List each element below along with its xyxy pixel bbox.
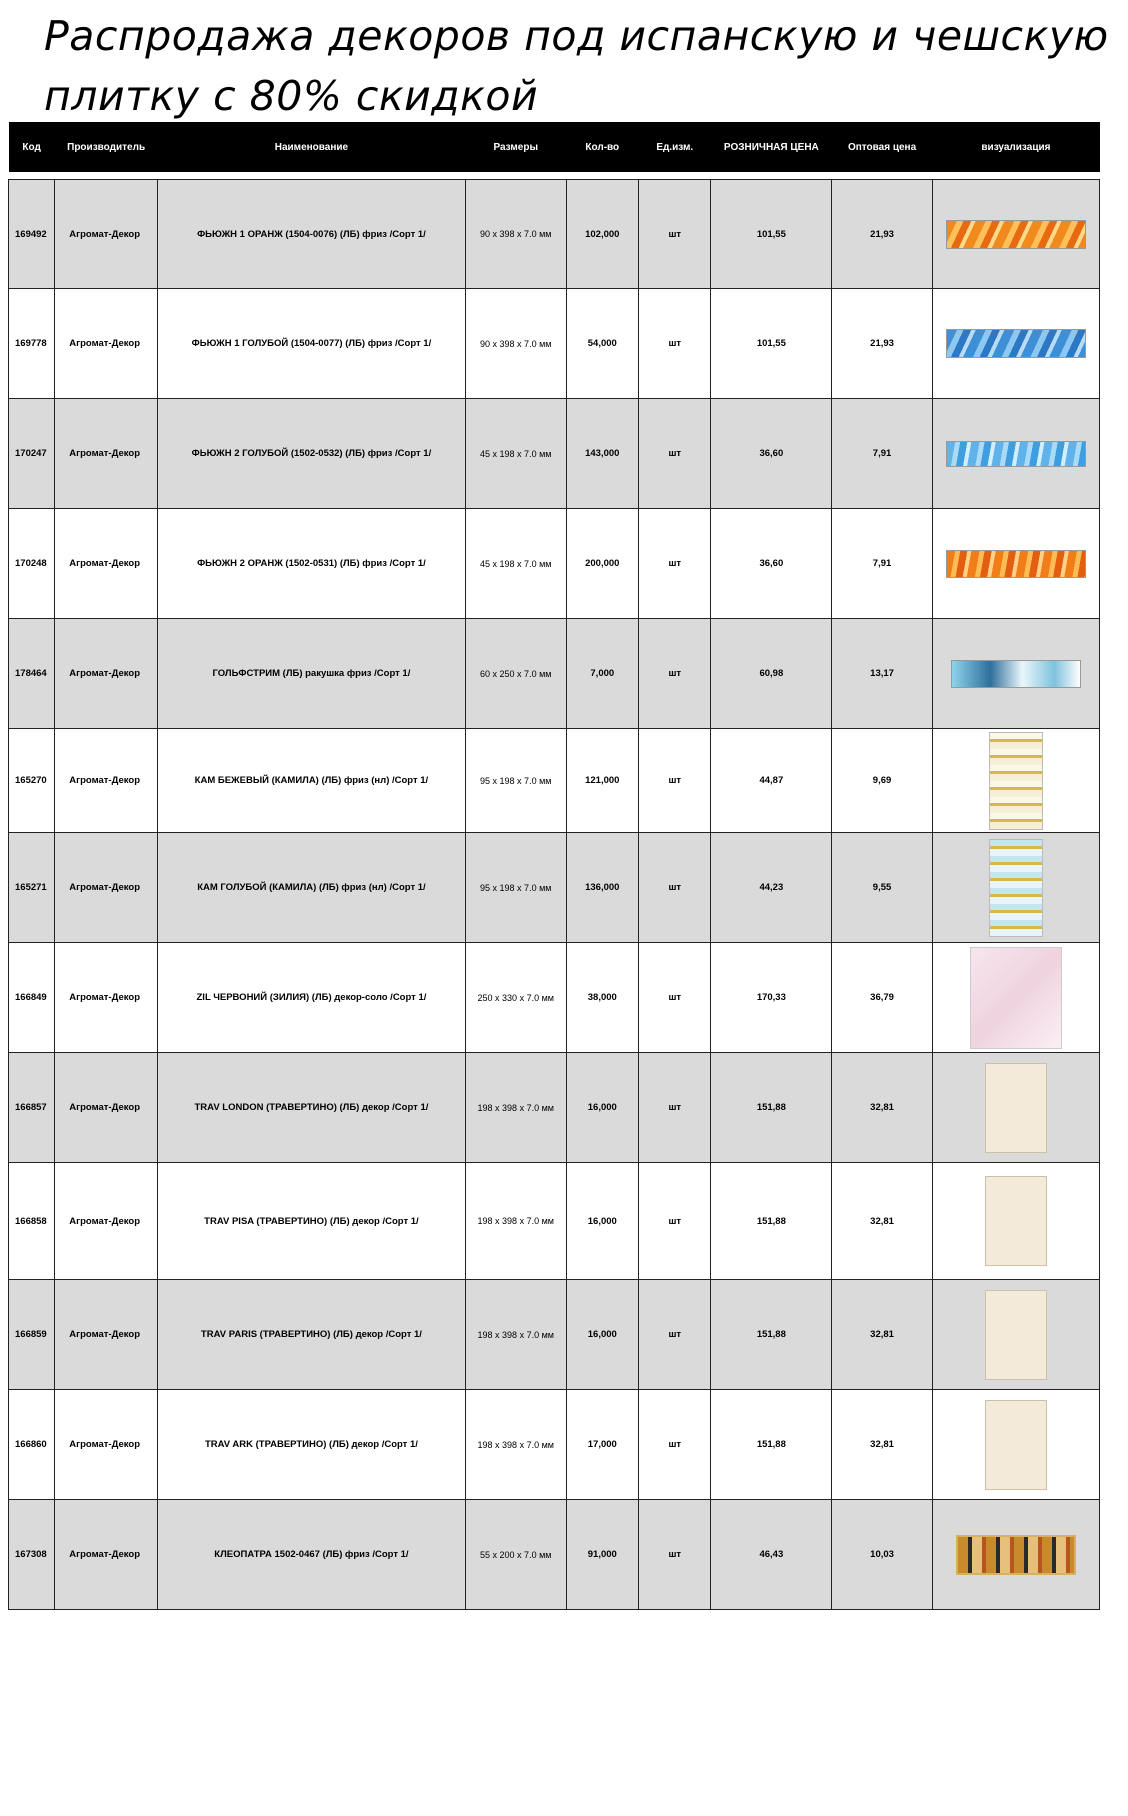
cell-code: 170248 — [9, 509, 55, 619]
cell-code: 165270 — [9, 729, 55, 833]
cell-visualization — [932, 509, 1099, 619]
cell-size: 198 x 398 x 7.0 мм — [465, 1280, 566, 1390]
header-name: Наименование — [157, 122, 465, 172]
cell-size: 60 x 250 x 7.0 мм — [465, 619, 566, 729]
header-unit: Ед.изм. — [639, 122, 711, 172]
table-row — [9, 180, 1100, 289]
cell-name: ФЬЮЖН 1 ОРАНЖ (1504-0076) (ЛБ) фриз /Сорт 1/ — [157, 180, 465, 289]
blue-ornament-thumbnail — [989, 839, 1043, 937]
cell-wholesale-price: 10,03 — [832, 1500, 933, 1610]
cell-maker: Агромат-Декор — [55, 1163, 158, 1280]
cell-retail-price: 101,55 — [711, 180, 832, 289]
cell-size: 45 x 198 x 7.0 мм — [465, 399, 566, 509]
cell-qty: 91,000 — [566, 1500, 638, 1610]
cell-name: TRAV ARK (ТРАВЕРТИНО) (ЛБ) декор /Сорт 1/ — [157, 1390, 465, 1500]
cell-retail-price: 151,88 — [711, 1280, 832, 1390]
cell-size: 198 x 398 x 7.0 мм — [465, 1390, 566, 1500]
cell-qty: 200,000 — [566, 509, 638, 619]
beige-ornament-thumbnail — [989, 732, 1043, 830]
cell-visualization — [932, 619, 1099, 729]
cell-qty: 102,000 — [566, 180, 638, 289]
cell-size: 95 x 198 x 7.0 мм — [465, 729, 566, 833]
cell-code: 167308 — [9, 1500, 55, 1610]
cell-maker: Агромат-Декор — [55, 619, 158, 729]
cell-code: 178464 — [9, 619, 55, 729]
table-row — [9, 619, 1100, 729]
cell-qty: 16,000 — [566, 1163, 638, 1280]
page-title — [44, 6, 1124, 126]
cell-retail-price: 151,88 — [711, 1163, 832, 1280]
cell-name: КАМ ГОЛУБОЙ (КАМИЛА) (ЛБ) фриз (нл) /Сорт 1/ — [157, 833, 465, 943]
egyptian-frieze-thumbnail — [956, 1535, 1076, 1575]
cell-wholesale-price: 32,81 — [832, 1390, 933, 1500]
table-row — [9, 1280, 1100, 1390]
cell-code: 170247 — [9, 399, 55, 509]
cell-name: TRAV PARIS (ТРАВЕРТИНО) (ЛБ) декор /Сорт 1/ — [157, 1280, 465, 1390]
cell-code: 166858 — [9, 1163, 55, 1280]
cell-retail-price: 151,88 — [711, 1390, 832, 1500]
cell-visualization — [932, 943, 1099, 1053]
cell-wholesale-price: 21,93 — [832, 289, 933, 399]
cell-visualization — [932, 1500, 1099, 1610]
cell-wholesale-price: 32,81 — [832, 1163, 933, 1280]
header-size: Размеры — [465, 122, 566, 172]
cell-retail-price: 151,88 — [711, 1053, 832, 1163]
cell-qty: 16,000 — [566, 1053, 638, 1163]
cell-retail-price: 44,87 — [711, 729, 832, 833]
cell-maker: Агромат-Декор — [55, 833, 158, 943]
cell-qty: 17,000 — [566, 1390, 638, 1500]
cell-maker: Агромат-Декор — [55, 729, 158, 833]
cell-qty: 54,000 — [566, 289, 638, 399]
cell-qty: 143,000 — [566, 399, 638, 509]
cell-unit: шт — [639, 1053, 711, 1163]
cell-maker: Агромат-Декор — [55, 943, 158, 1053]
cell-retail-price: 170,33 — [711, 943, 832, 1053]
cell-visualization — [932, 180, 1099, 289]
table-row — [9, 1390, 1100, 1500]
table-row — [9, 1053, 1100, 1163]
cell-unit: шт — [639, 180, 711, 289]
cell-code: 169778 — [9, 289, 55, 399]
cell-size: 198 x 398 x 7.0 мм — [465, 1053, 566, 1163]
cell-qty: 136,000 — [566, 833, 638, 943]
table-row — [9, 289, 1100, 399]
blue-frieze-thumbnail — [946, 441, 1086, 467]
cell-visualization — [932, 1390, 1099, 1500]
table-row — [9, 943, 1100, 1053]
travertino-pisa-thumbnail — [985, 1176, 1047, 1266]
cell-unit: шт — [639, 509, 711, 619]
cell-name: TRAV PISA (ТРАВЕРТИНО) (ЛБ) декор /Сорт 1/ — [157, 1163, 465, 1280]
cell-retail-price: 36,60 — [711, 509, 832, 619]
cell-visualization — [932, 289, 1099, 399]
cell-name: ФЬЮЖН 1 ГОЛУБОЙ (1504-0077) (ЛБ) фриз /Сорт 1/ — [157, 289, 465, 399]
cell-maker: Агромат-Декор — [55, 289, 158, 399]
cell-wholesale-price: 7,91 — [832, 399, 933, 509]
table-row — [9, 833, 1100, 943]
cell-unit: шт — [639, 833, 711, 943]
travertino-ark-thumbnail — [985, 1400, 1047, 1490]
cell-size: 45 x 198 x 7.0 мм — [465, 509, 566, 619]
cell-retail-price: 36,60 — [711, 399, 832, 509]
cell-wholesale-price: 9,69 — [832, 729, 933, 833]
table-row — [9, 399, 1100, 509]
cell-visualization — [932, 399, 1099, 509]
cell-qty: 16,000 — [566, 1280, 638, 1390]
cell-name: ZIL ЧЕРВОНИЙ (ЗИЛИЯ) (ЛБ) декор-соло /Сорт 1/ — [157, 943, 465, 1053]
cell-code: 166860 — [9, 1390, 55, 1500]
header-retail-price: РОЗНИЧНАЯ ЦЕНА — [711, 122, 832, 172]
cell-unit: шт — [639, 289, 711, 399]
table-row — [9, 1163, 1100, 1280]
cell-name: КЛЕОПАТРА 1502-0467 (ЛБ) фриз /Сорт 1/ — [157, 1500, 465, 1610]
cell-retail-price: 44,23 — [711, 833, 832, 943]
table-row — [9, 509, 1100, 619]
cell-wholesale-price: 21,93 — [832, 180, 933, 289]
cell-maker: Агромат-Декор — [55, 1500, 158, 1610]
cell-maker: Агромат-Декор — [55, 180, 158, 289]
cell-name: КАМ БЕЖЕВЫЙ (КАМИЛА) (ЛБ) фриз (нл) /Сорт 1/ — [157, 729, 465, 833]
cell-maker: Агромат-Декор — [55, 399, 158, 509]
cell-wholesale-price: 7,91 — [832, 509, 933, 619]
cell-wholesale-price: 32,81 — [832, 1053, 933, 1163]
cell-wholesale-price: 13,17 — [832, 619, 933, 729]
cell-maker: Агромат-Декор — [55, 1390, 158, 1500]
cell-code: 165271 — [9, 833, 55, 943]
travertino-paris-thumbnail — [985, 1290, 1047, 1380]
price-table — [8, 122, 1100, 1610]
title-line-1: Распродажа декоров под испанскую и чешскую — [44, 12, 1109, 60]
header-code: Код — [9, 122, 55, 172]
cell-unit: шт — [639, 943, 711, 1053]
seashell-frieze-thumbnail — [951, 660, 1081, 688]
header-maker: Производитель — [55, 122, 158, 172]
cell-wholesale-price: 9,55 — [832, 833, 933, 943]
cell-unit: шт — [639, 399, 711, 509]
cell-wholesale-price: 36,79 — [832, 943, 933, 1053]
travertino-london-thumbnail — [985, 1063, 1047, 1153]
orange-frieze-thumbnail — [946, 550, 1086, 578]
cell-maker: Агромат-Декор — [55, 509, 158, 619]
cell-retail-price: 46,43 — [711, 1500, 832, 1610]
cell-unit: шт — [639, 729, 711, 833]
header-gap — [9, 172, 1100, 180]
cell-code: 166859 — [9, 1280, 55, 1390]
cell-size: 95 x 198 x 7.0 мм — [465, 833, 566, 943]
header-qty: Кол-во — [566, 122, 638, 172]
header-wholesale-price: Оптовая цена — [832, 122, 933, 172]
cell-size: 90 x 398 x 7.0 мм — [465, 180, 566, 289]
orange-frieze-thumbnail — [946, 220, 1086, 249]
cell-visualization — [932, 1053, 1099, 1163]
cell-size: 250 x 330 x 7.0 мм — [465, 943, 566, 1053]
cell-size: 55 x 200 x 7.0 мм — [465, 1500, 566, 1610]
cell-unit: шт — [639, 619, 711, 729]
cell-code: 169492 — [9, 180, 55, 289]
cell-name: ФЬЮЖН 2 ОРАНЖ (1502-0531) (ЛБ) фриз /Сорт 1/ — [157, 509, 465, 619]
cell-qty: 121,000 — [566, 729, 638, 833]
cell-unit: шт — [639, 1500, 711, 1610]
cell-name: ГОЛЬФСТРИМ (ЛБ) ракушка фриз /Сорт 1/ — [157, 619, 465, 729]
title-line-2: плитку с 80% скидкой — [44, 72, 539, 120]
table-row — [9, 1500, 1100, 1610]
cell-visualization — [932, 729, 1099, 833]
cell-retail-price: 60,98 — [711, 619, 832, 729]
cell-visualization — [932, 833, 1099, 943]
cell-retail-price: 101,55 — [711, 289, 832, 399]
cell-qty: 7,000 — [566, 619, 638, 729]
cell-code: 166857 — [9, 1053, 55, 1163]
cell-unit: шт — [639, 1163, 711, 1280]
table-row — [9, 729, 1100, 833]
cell-maker: Агромат-Декор — [55, 1053, 158, 1163]
cell-unit: шт — [639, 1280, 711, 1390]
cell-name: TRAV LONDON (ТРАВЕРТИНО) (ЛБ) декор /Сорт 1/ — [157, 1053, 465, 1163]
pink-decor-thumbnail — [970, 947, 1062, 1049]
cell-unit: шт — [639, 1390, 711, 1500]
cell-visualization — [932, 1163, 1099, 1280]
cell-maker: Агромат-Декор — [55, 1280, 158, 1390]
table-header-row — [9, 122, 1100, 172]
cell-size: 90 x 398 x 7.0 мм — [465, 289, 566, 399]
cell-size: 198 x 398 x 7.0 мм — [465, 1163, 566, 1280]
blue-frieze-thumbnail — [946, 329, 1086, 358]
cell-qty: 38,000 — [566, 943, 638, 1053]
cell-name: ФЬЮЖН 2 ГОЛУБОЙ (1502-0532) (ЛБ) фриз /Сорт 1/ — [157, 399, 465, 509]
cell-code: 166849 — [9, 943, 55, 1053]
cell-visualization — [932, 1280, 1099, 1390]
header-visualization: визуализация — [932, 122, 1099, 172]
cell-wholesale-price: 32,81 — [832, 1280, 933, 1390]
